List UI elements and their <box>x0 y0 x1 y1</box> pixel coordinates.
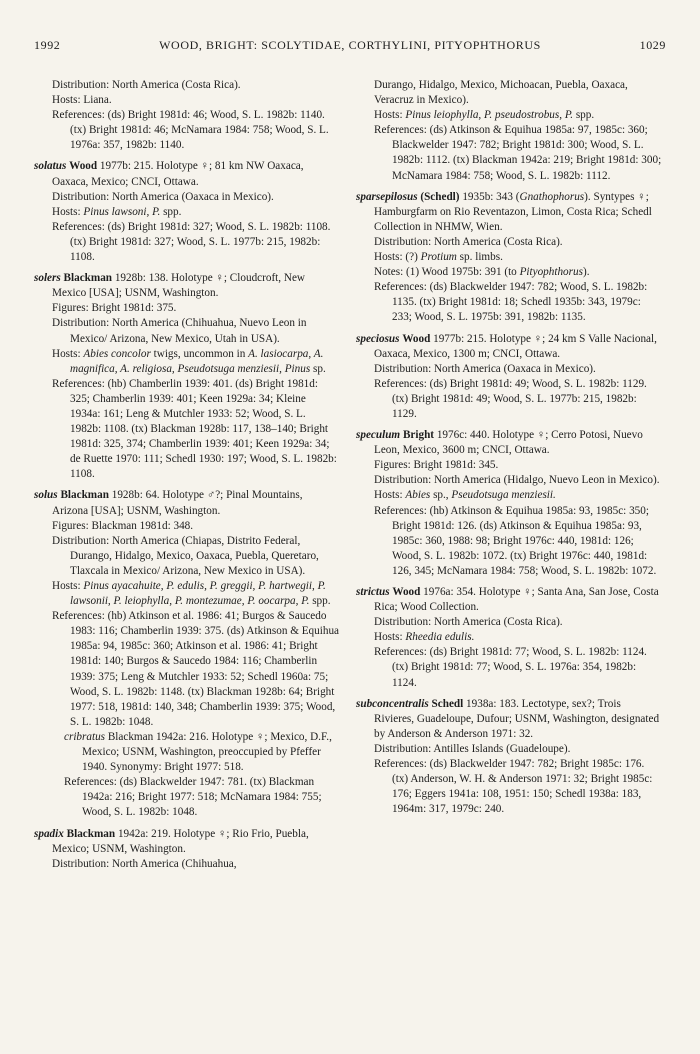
host-taxa-2: A. lasiocarpa, A. magnifica, A. religiosa, Pseudotsuga menziesii, Pinus <box>70 347 324 375</box>
hosts-label: Hosts: <box>374 109 403 122</box>
figures-text: Figures: Bright 1981d: 345. <box>374 459 499 472</box>
entry-heading <box>356 697 662 742</box>
species-name: strictus <box>356 586 390 598</box>
hosts-text <box>356 108 662 123</box>
synonym-references: References: (ds) Blackwelder 1947: 781. (tx) Blackman 1942a: 216; Bright 1977: 518; McNamara 1984: 755; Wood, S. L. 1982b: 1048. <box>64 776 322 819</box>
host-taxa: Abies concolor <box>83 347 151 360</box>
entry-solus <box>34 488 339 820</box>
entry-spadix <box>34 827 339 872</box>
hosts-middle: sp., <box>433 489 449 502</box>
hosts-text <box>34 579 339 609</box>
entry-heading <box>356 190 662 235</box>
hosts-rest: spp. <box>575 109 595 122</box>
host-taxa-2: Pseudotsuga menziesii. <box>451 489 556 502</box>
distribution-text: Durango, Hidalgo, Mexico, Michoacan, Puebla, Oaxaca, Veracruz in Mexico). <box>374 79 628 107</box>
references-text: References: (hb) Atkinson et al. 1986: 41; Burgos & Saucedo 1983: 116; Chamberlin 1939: 375. (ds) Atkinson & Equihua 1985a: 94, 1985c: 360; Atkinson et al. 1986: 41; Bright 1981d: 140; Burgos & Saucedo 1984: 116; Chamberlin 1939: 375; Leng & Mutchler 1933: 52; Schedl 1960a: 75; Wood, S. L. 1982b: 1148. (tx) Blackman 1928b: 64; Bright 1977: 518, 1981d: 140, 348; Chamberlin 1939: 375; Wood, S. L. 1982b: 1048. <box>52 610 340 728</box>
distribution-text: Distribution: North America (Oaxaca in Mexico). <box>52 190 274 203</box>
entry-strictus <box>356 585 662 691</box>
hosts-label: Hosts: <box>374 631 403 644</box>
entry-subconcentralis <box>356 697 662 818</box>
species-name: solus <box>34 489 58 502</box>
type-info: 1928b: 64. Holotype ♂?; Pinal Mountains, Arizona [USA]; USNM, Washington. <box>52 489 303 517</box>
distribution-text: Distribution: North America (Costa Rica). <box>374 235 563 248</box>
hosts-label: Hosts: <box>374 489 403 502</box>
distribution-text: Distribution: Antilles Islands (Guadeloupe). <box>374 742 571 755</box>
page-header <box>34 38 666 58</box>
entry-heading <box>356 332 662 362</box>
type-info: ). Syntypes ♀; Hamburgfarm on Rio Reventazon, Limon, Costa Rica; Schedl Collection in NHMW, Wien. <box>374 190 652 233</box>
species-name: sparsepilosus <box>356 190 418 203</box>
references-text: References: (ds) Bright 1981d: 327; Wood, S. L. 1982b: 1108. (tx) Bright 1981d: 327; Wood, S. L. 1977b: 215, 1982b: 1108. <box>52 220 331 264</box>
hosts-middle: twigs, uncommon in <box>153 347 246 360</box>
type-info: 1976a: 354. Holotype ♀; Santa Ana, San Jose, Costa Rica; Wood Collection. <box>374 586 659 614</box>
entry-speculum <box>356 428 662 579</box>
species-name: solatus <box>34 160 67 173</box>
type-info: 1977b: 215. Holotype ♀; 24 km S Valle Nacional, Oaxaca, Mexico, 1300 m; CNCI, Ottawa. <box>374 332 657 360</box>
running-title: WOOD, BRIGHT: SCOLYTIDAE, CORTHYLINI, PITYOPHTHORUS <box>159 38 541 52</box>
species-author: (Schedl) <box>420 190 460 203</box>
synonym-name: cribratus <box>64 730 106 743</box>
entry-heading <box>34 488 339 518</box>
distribution-text: Distribution: North America (Oaxaca in Mexico). <box>374 362 596 375</box>
type-info: 1928b: 138. Holotype ♀; Cloudcroft, New Mexico [USA]; USNM, Washington. <box>52 272 305 300</box>
notes-genus: Pityophthorus <box>519 266 583 279</box>
host-taxa: Pinus leiophylla, P. pseudostrobus, P. <box>405 109 574 122</box>
page-number: 1029 <box>639 38 666 52</box>
hosts-text <box>34 347 339 377</box>
hosts-rest: spp. <box>163 205 182 218</box>
distribution-text: Distribution: North America (Costa Rica). <box>374 616 563 629</box>
hosts-label: Hosts: <box>52 347 81 360</box>
synonym-heading <box>34 730 339 775</box>
type-info-start: 1935b: 343 ( <box>462 190 520 203</box>
synonym-info: Blackman 1942a: 216. Holotype ♀; Mexico, D.F., Mexico; USNM, Washington, preoccupied by Pfeffer 1940. Synonymy: Bright 1977: 518. <box>82 730 332 774</box>
notes-end: ). <box>582 266 590 279</box>
hosts-label: Hosts: <box>52 580 81 592</box>
figures-text: Figures: Blackman 1981d: 348. <box>52 519 194 532</box>
entry-heading <box>356 585 662 615</box>
species-author: Schedl <box>431 697 464 710</box>
type-info: 1976c: 440. Holotype ♀; Cerro Potosi, Nuevo Leon, Mexico, 3600 m; CNCI, Ottawa. <box>374 429 643 457</box>
left-column <box>34 78 339 878</box>
hosts-label: Hosts: <box>52 205 81 218</box>
hosts-text <box>34 205 339 220</box>
references-text: References: (ds) Bright 1981d: 46; Wood, S. L. 1982b: 1140. (tx) Bright 1981d: 46; McNamara 1984: 758; Wood, S. L. 1976a: 357, 1982b: 1140. <box>52 109 329 152</box>
species-name: spadix <box>34 827 64 840</box>
synonym-cribratus <box>34 730 339 821</box>
species-name: subconcentralis <box>356 697 429 710</box>
notes-text <box>356 265 662 280</box>
references-text: References: (ds) Atkinson & Equihua 1985a: 97, 1985c: 360; Blackwelder 1947: 782; Bright 1981d: 300; Wood, S. L. 1982b: 1112. (tx) Blackman 1942a: 219; Bright 1981d: 300; McNamara 1984: 758; Wood, S. L. 1982b: 1112. <box>374 124 662 182</box>
original-genus: Gnathophorus <box>519 190 585 203</box>
references-text: References: (hb) Atkinson & Equihua 1985a: 93, 1985c: 350; Bright 1981d: 126. (ds) Atkinson & Equihua 1985a: 93, 1985c: 360, 1988: 98; Bright 1976c: 440, 1981d: 126; Wood, S. L. 1982b: 1072. (tx) Bright 1976c: 440, 1981d: 126, 345; McNamara 1984: 758; Wood, S. L. 1982b: 1072. <box>374 504 657 577</box>
references-text: References: (hb) Chamberlin 1939: 401. (ds) Bright 1981d: 325; Chamberlin 1939: 401; Keen 1929a: 34; Kleine 1934a: 161; Leng & Mutchler 1933: 52; Wood, S. L. 1982b: 1108. (tx) Blackman 1928b: 117, 138–140; Bright 1981d: 325, 374; Chamberlin 1939: 401; Keen 1929a: 34; de Ruette 1970: 111; Schedl 1930: 197; Wood, S. L. 1982b: 1108. <box>52 377 337 481</box>
hosts-label: Hosts: (?) <box>374 251 418 264</box>
entry-heading <box>356 428 662 458</box>
species-name: speculum <box>356 429 401 442</box>
species-name: solers <box>34 272 61 285</box>
hosts-text <box>356 630 662 645</box>
references-text: References: (ds) Blackwelder 1947: 782; Wood, S. L. 1982b: 1135. (tx) Bright 1981d: 18; Schedl 1935b: 343, 1979c: 233; Wood, S. L. 1975b: 391, 1982b: 1135. <box>374 281 648 324</box>
figures-text: Figures: Bright 1981d: 375. <box>52 302 177 315</box>
right-column <box>356 78 662 823</box>
hosts-rest: sp. <box>313 362 326 375</box>
species-author: Blackman <box>66 827 116 840</box>
distribution-text: Distribution: North America (Chihuahua, Nuevo Leon in Mexico/ Arizona, New Mexico, Utah in USA). <box>52 317 307 345</box>
hosts-text: Hosts: Liana. <box>52 94 112 107</box>
entry-solatus <box>34 159 339 265</box>
hosts-text <box>356 488 662 503</box>
distribution-text: Distribution: North America (Chiapas, Distrito Federal, Durango, Hidalgo, Mexico, Oaxaca, Puebla, Queretaro, Tlaxcala in Mexico/ Arizona, New Mexico in USA). <box>52 534 319 577</box>
type-info: 1942a: 219. Holotype ♀; Rio Frio, Puebla, Mexico; USNM, Washington. <box>52 827 309 855</box>
distribution-text: Distribution: North America (Hidalgo, Nuevo Leon in Mexico). <box>374 474 660 487</box>
hosts-text <box>356 250 662 265</box>
host-taxa: Rheedia edulis. <box>405 631 475 644</box>
species-author: Wood <box>402 332 431 345</box>
distribution-text: Distribution: North America (Chihuahua, <box>52 857 237 870</box>
host-taxa: Pinus ayacahuite, P. edulis, P. greggii, P. hartwegii, P. lawsonii, P. leiophylla, P. montezumae, P. oocarpa, P. <box>70 580 326 608</box>
host-taxa: Pinus lawsoni, P. <box>83 205 161 218</box>
hosts-rest: spp. <box>312 595 331 608</box>
header-year: 1992 <box>34 38 61 52</box>
entry-continuation <box>34 78 339 153</box>
entry-speciosus <box>356 332 662 423</box>
distribution-text: Distribution: North America (Costa Rica). <box>52 79 241 91</box>
species-author: Blackman <box>63 272 113 285</box>
entry-heading <box>34 271 339 301</box>
references-text: References: (ds) Blackwelder 1947: 782; Bright 1985c: 176. (tx) Anderson, W. H. & Anderson 1971: 32; Bright 1985c: 176; Eggers 1941a: 108, 1951: 150; Schedl 1938a: 183, 1964m: 317, 1979c: 240. <box>374 758 653 816</box>
species-author: Wood <box>69 160 98 173</box>
type-info: 1977b: 215. Holotype ♀; 81 km NW Oaxaca, Oaxaca, Mexico; CNCI, Ottawa. <box>52 160 304 188</box>
hosts-rest: sp. limbs. <box>459 251 503 264</box>
entry-heading <box>34 159 339 189</box>
type-info: 1938a: 183. Lectotype, sex?; Trois Rivieres, Guadeloupe, Dufour; USNM, Washington, designated by Anderson & Anderson 1971: 32. <box>374 697 660 740</box>
entry-spadix-continued <box>356 78 662 184</box>
entry-heading <box>34 827 339 857</box>
references-text: References: (ds) Bright 1981d: 49; Wood, S. L. 1982b: 1129. (tx) Bright 1981d: 49; Wood, S. L. 1977b: 215, 1982b: 1129. <box>374 377 647 420</box>
references-text: References: (ds) Bright 1981d: 77; Wood, S. L. 1982b: 1124. (tx) Bright 1981d: 77; Wood, S. L. 1976a: 354, 1982b: 1124. <box>374 646 647 689</box>
entry-sparsepilosus <box>356 190 662 326</box>
species-name: speciosus <box>356 332 400 345</box>
species-author: Wood <box>392 586 421 598</box>
entry-solers <box>34 271 339 482</box>
notes-start: Notes: (1) Wood 1975b: 391 (to <box>374 266 517 279</box>
host-taxa: Abies <box>405 489 431 502</box>
host-taxa: Protium <box>420 251 457 264</box>
species-author: Blackman <box>60 489 109 502</box>
species-author: Bright <box>402 429 435 442</box>
